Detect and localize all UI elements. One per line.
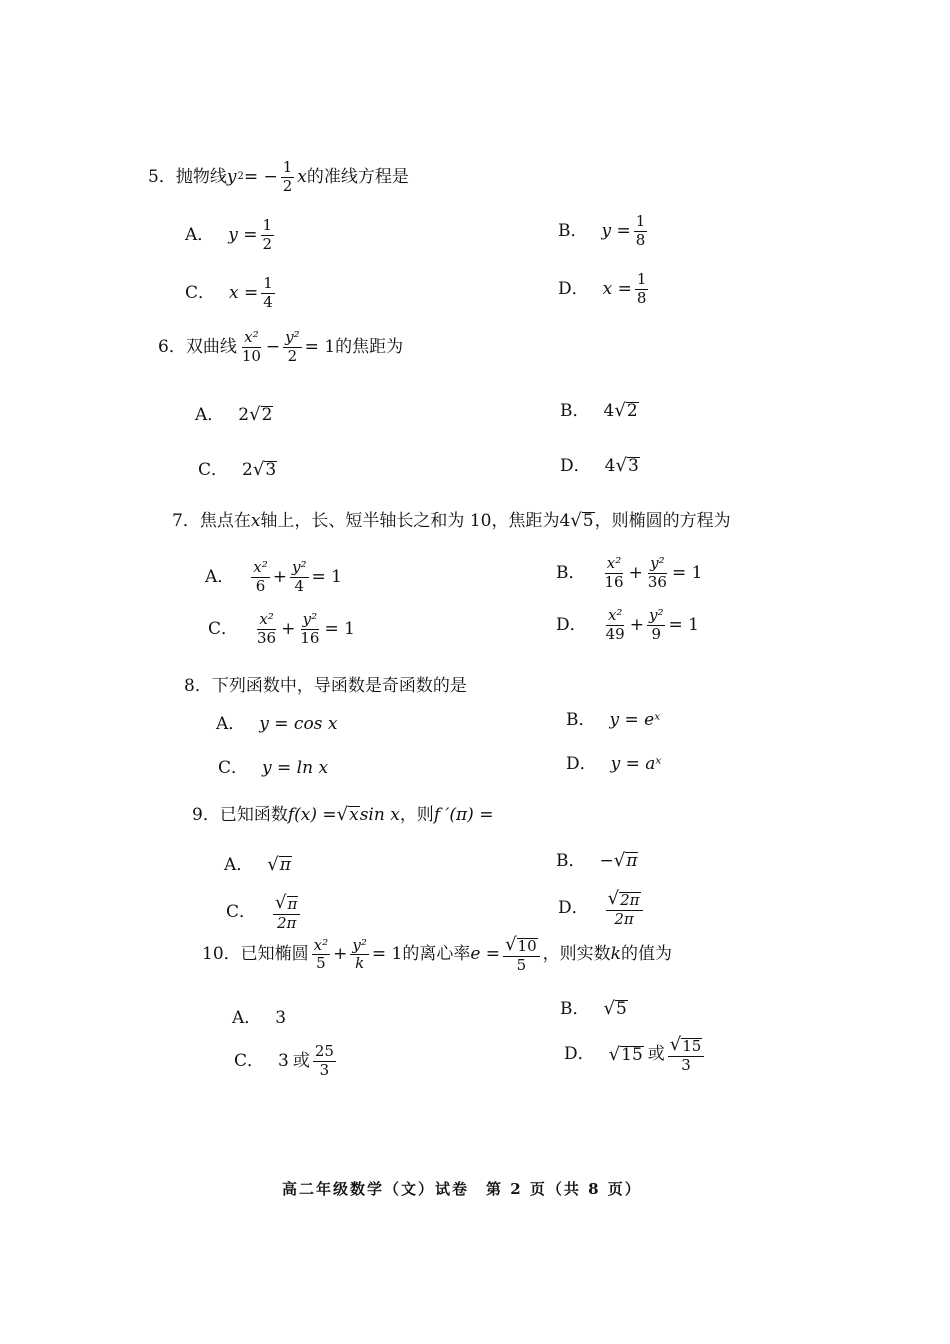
option-c[interactable]: C． $\frac{\text{x²}}{36}$ + $\frac{\text{y²}}{16}$ = 1 [208, 610, 355, 647]
question-text: 的离心率 [402, 944, 471, 965]
option-c[interactable]: C． √ π 2π [226, 894, 303, 932]
question-text: 轴上，长、短半轴长之和为 10，焦距为 [260, 510, 560, 531]
option-b[interactable]: B． y = $\frac{1}{8}$ [558, 212, 646, 249]
option-c[interactable]: C． y = ln x [218, 758, 329, 778]
option-c[interactable]: C． 2 √ 3 [198, 459, 277, 480]
option-a[interactable]: A． 2 √ 2 [195, 404, 273, 425]
question-6 [158, 330, 403, 365]
option-c[interactable]: C． 3 或 $\frac{25}{3}$ [234, 1042, 334, 1079]
option-a[interactable]: A． 3 [232, 1008, 287, 1028]
question-7: 7． 焦点在 x 轴上，长、短半轴长之和为 10，焦距为 4 √ 5 ，则椭圆的方程为 [172, 510, 731, 531]
question-8 [184, 678, 467, 695]
option-b[interactable]: B． y = eˣ [566, 710, 661, 730]
question-text: ，则 [399, 804, 434, 825]
option-b[interactable]: B． $\frac{\text{x²}}{16}$ + $\frac{\text{y²}}{36}$ = 1 [556, 554, 703, 591]
equation: $\frac{\text{x²}}{5}$ + $\frac{\text{y²}}{k}$ = 1 [313, 935, 403, 973]
question-number: 9． [192, 804, 220, 825]
question-text: 已知椭圆 [240, 944, 309, 965]
question-text: 的准线方程是 [306, 166, 409, 187]
equation: y 2 = − $\frac{1}{2}$ x [226, 158, 307, 195]
question-text: 的焦距为 [335, 336, 404, 357]
option-a[interactable]: A． $\frac{\text{x²}}{6}$ + $\frac{\text{y²}}{4}$ = 1 [205, 558, 342, 595]
question-text: 下列函数中，导函数是奇函数的是 [211, 676, 467, 696]
option-b[interactable]: B． √ 5 [560, 998, 627, 1019]
option-a[interactable]: A． y = $\frac{1}{2}$ [185, 216, 273, 253]
option-b[interactable]: B． − √ π [556, 850, 638, 871]
question-number: 7． [172, 510, 200, 531]
option-b[interactable]: B． 4 √ 2 [560, 400, 638, 421]
option-d[interactable]: D． x = $\frac{1}{8}$ [558, 270, 647, 307]
option-d[interactable]: D． y = aˣ [566, 754, 662, 774]
question-9: 9． 已知函数 f(x) = √ x sin x ，则 f ′(π) = [192, 804, 494, 825]
option-a[interactable]: A． √ π [224, 854, 291, 875]
option-d[interactable]: D． $\frac{\text{x²}}{49}$ + $\frac{\text{y²}}{9}$ = 1 [556, 606, 699, 643]
option-d[interactable]: D． 4 √ 3 [560, 455, 639, 476]
question-10: 10． 已知椭圆 $\frac{\text{x²}}{5}$ + $\frac{\text{y²}}{k}$ = 1 的离心率 e = √ 10 5 ，则实数 k 的值为 [202, 934, 672, 974]
option-d[interactable]: D． √ 2π 2π [558, 890, 646, 928]
option-c[interactable]: C． x = $\frac{1}{4}$ [185, 274, 273, 311]
question-text: ，则实数 [542, 944, 611, 965]
question-text: 焦点在 [199, 510, 251, 531]
question-number: 10． [202, 944, 241, 965]
question-number: 5． [148, 166, 176, 187]
question-text: ，则椭圆的方程为 [594, 510, 731, 531]
option-a[interactable]: A． y = cos x [216, 714, 338, 734]
equation: $\frac{\text{x²}}{10}$ − $\frac{\text{y²}}{2}$ = 1 [241, 328, 336, 365]
option-d[interactable]: D． √ 15 或 √ 15 3 [564, 1036, 707, 1074]
question-5 [148, 160, 409, 195]
question-number: 6． [158, 336, 186, 357]
question-text: 抛物线 [175, 166, 227, 187]
question-number: 8． [184, 676, 212, 696]
page-footer: 高二年级数学（文）试卷 第 2 页（共 8 页） [282, 1180, 642, 1198]
question-text: 双曲线 [185, 336, 237, 357]
question-text: 的值为 [620, 944, 672, 965]
question-text: 已知函数 [219, 804, 288, 825]
